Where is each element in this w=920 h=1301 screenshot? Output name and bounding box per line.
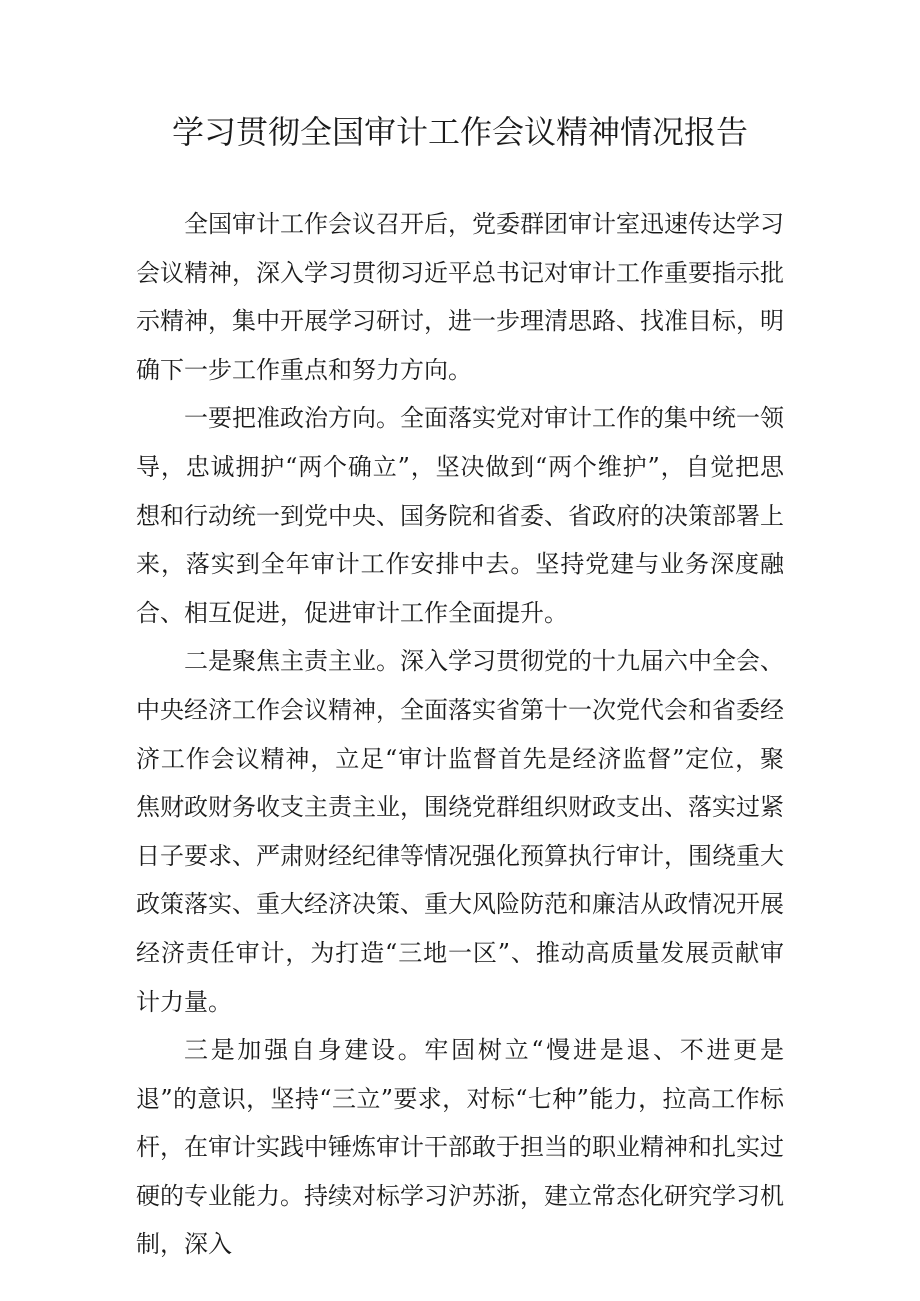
paragraph-point-two: 二是聚焦主责主业。深入学习贯彻党的十九届六中全会、中央经济工作会议精神，全面落实省第十一次党代会和省委经济工作会议精神，立足“审计监督首先是经济监督”定位，聚焦财政财务收支主责主业，围绕党群组织财政支出、落实过紧日子要求、严肃财经纪律等情况强化预算执行审计，围绕重大政策落实、重大经济决策、重大风险防范和廉洁从政情况开展经济责任审计，为打造“三地一区”、推动高质量发展贡献审计力量。 [136,647,784,1016]
document-title: 学习贯彻全国审计工作会议精神情况报告 [171,113,748,151]
document-body [136,200,784,1269]
paragraph-intro: 全国审计工作会议召开后，党委群团审计室迅速传达学习会议精神，深入学习贯彻习近平总书记对审计工作重要指示批示精神，集中开展学习研讨，进一步理清思路、找准目标，明确下一步工作重点和努力方向。 [136,210,784,384]
paragraph-point-three: 三是加强自身建设。牢固树立“慢进是退、不进更是退”的意识，坚持“三立”要求，对标“七种”能力，拉高工作标杆，在审计实践中锤炼审计干部敢于担当的职业精神和扎实过硬的专业能力。持续对标学习沪苏浙，建立常态化研究学习机制，深入 [136,1036,784,1259]
paragraph-point-one: 一要把准政治方向。全面落实党对审计工作的集中统一领导，忠诚拥护“两个确立”，坚决做到“两个维护”，自觉把思想和行动统一到党中央、国务院和省委、省政府的决策部署上来，落实到全年审计工作安排中去。坚持党建与业务深度融合、相互促进，促进审计工作全面提升。 [136,404,784,627]
